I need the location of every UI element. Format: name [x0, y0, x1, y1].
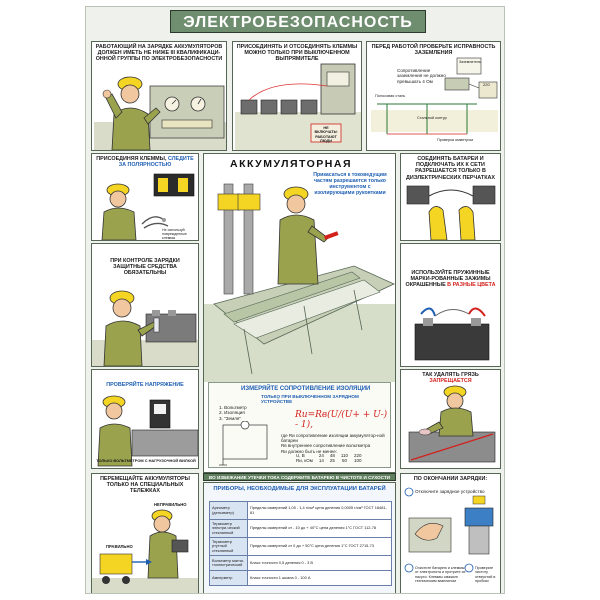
step-3: Проверьте чистоту отверстий в пробках — [475, 566, 496, 583]
panel-caption: ПО ОКОНЧАНИИ ЗАРЯДКИ: — [413, 476, 488, 482]
panel-caption: ПРОВЕРЯЙТЕ НАПРЯЖЕНИЕ — [106, 382, 184, 388]
table-row — [210, 556, 392, 571]
worker-checking-charge-illustration — [92, 244, 199, 367]
instruments-table — [209, 501, 392, 586]
panel-caption: ПЕРЕМЕЩАЙТЕ АККУМУЛЯТОРЫ ТОЛЬКО НА СПЕЦИАЛЬНЫХ ТЕЛЕЖКАХ — [100, 476, 190, 495]
instruments-title: ПРИБОРЫ, НЕОБХОДИМЫЕ ДЛЯ ЭКСПЛУАТАЦИИ БАТАРЕЙ — [213, 486, 386, 492]
panel-protective-equipment — [91, 243, 199, 367]
insulation-subtitle: ТОЛЬКО ПРИ ВЫКЛЮЧЕННОМ ЗАРЯДНОМ УСТРОЙСТВЕ — [261, 394, 359, 404]
warning-sign: НЕ ВКЛЮЧАТЬ! РАБОТАЮТ ЛЮДИ — [314, 126, 338, 144]
battery-room-center — [203, 153, 396, 473]
instrument-name: Термометр ртутный стеклянный — [210, 538, 248, 556]
table-cell: 24 — [318, 453, 324, 458]
insulation-measurement-box — [208, 382, 391, 468]
voltage-value: 220 — [483, 82, 490, 87]
note-ohmmeter: Проверка омметром — [437, 138, 473, 142]
insulation-description — [281, 433, 389, 454]
instrument-spec: Класс точности 1 шкала 0 - 100 А — [248, 571, 392, 586]
table-row — [210, 502, 392, 520]
center-title: АККУМУЛЯТОРНАЯ — [230, 158, 353, 170]
note-strip-steel: Полосовая сталь — [375, 94, 406, 98]
caption-highlight: ЗАПРЕЩАЕТСЯ — [429, 378, 472, 385]
worker-wiping-battery-illustration — [401, 370, 501, 469]
worker-at-control-panel-illustration — [92, 42, 227, 151]
panel-grounding — [366, 41, 501, 151]
panel-caption: СОЕДИНЯТЬ БАТАРЕИ И ПОДКЛЮЧАТЬ ИХ К СЕТИ РАЗРЕШАЕТСЯ ТОЛЬКО В ДИЭЛЕКТРИЧЕСКИХ ПЕРЧАТКАХ — [406, 156, 495, 181]
instrument-spec: Пределы измерений от 0 до + 50°С цена деления 1°С ГОСТ 2715-73 — [248, 538, 392, 556]
desc-line: Rи должно быть не менее: — [281, 448, 337, 454]
poster — [85, 6, 505, 594]
note-resistance: Сопротивление заземления не должно превышать 4 Ом — [397, 68, 446, 84]
table-cell: 100 — [354, 458, 362, 463]
cleanliness-banner: ВО ИЗБЕЖАНИЕ УТЕЧКИ ТОКА СОДЕРЖИТЕ БАТАРЕЮ В ЧИСТОТЕ И СУХОСТИ — [203, 473, 396, 481]
legend-item: 2. Изоляция — [219, 410, 245, 416]
panel-after-charging — [400, 473, 501, 594]
panel-caption: РАБОТАЮЩИЙ НА ЗАРЯДКЕ АККУМУЛЯТОРОВ ДОЛЖЕН ИМЕТЬ НЕ НИЖЕ III КВАЛИФИКАЦИ-ОННОЙ ГРУППЫ ПО ЭЛЕКТРОБЕЗОПАСНОСТИ — [95, 44, 223, 63]
table-cell: 50 — [341, 458, 347, 463]
desc-line: где Rи сопротивление изоляции аккумулятор-ной батареи — [281, 433, 385, 444]
note-steel-loop: Стальной контур — [417, 116, 447, 120]
step-1: Отключите зарядное устройство — [415, 489, 485, 494]
instruments-panel — [203, 482, 396, 594]
panel-caption: ПРИСОЕДИНЯТЬ И ОТСОЕДИНЯТЬ КЛЕММЫ МОЖНО ТОЛЬКО ПРИ ВЫКЛЮЧЕННОМ ВЫПРЯМИТЕЛЕ — [236, 44, 358, 63]
table-cell: 25 — [329, 458, 335, 463]
instrument-spec: Пределы измерений 1,05 - 1,4 г/см³ цена деления 0,0005 г/см³ ГОСТ 18481-81 — [248, 502, 392, 520]
table-cell: 48 — [329, 453, 335, 458]
table-row — [210, 520, 392, 538]
panel-rectifier-off — [232, 41, 362, 151]
colored-clamps-illustration — [401, 244, 501, 367]
panel-polarity — [91, 153, 199, 241]
desc-line: Rв внутреннее сопротивление вольтметра — [281, 443, 371, 449]
battery-cart-illustration — [92, 474, 199, 594]
caption-part: ПРИСОЕДИНЯЯ КЛЕММЫ, — [96, 156, 167, 162]
instrument-name: Термометр электри-ческий стеклянный — [210, 520, 248, 538]
panel-caption: ПЕРЕД РАБОТОЙ ПРОВЕРЬТЕ ИСПРАВНОСТЬ ЗАЗЕМЛЕНИЯ — [371, 44, 496, 57]
table-cell: Rи, кОм — [296, 458, 313, 463]
panel-dielectric-gloves — [400, 153, 501, 241]
table-cell: U, В — [296, 453, 305, 458]
legend-item: 3. "Земля" — [219, 415, 242, 421]
caption-part: ТАК УДАЛЯТЬ ГРЯЗЬ — [422, 372, 479, 378]
caption-part: ИСПОЛЬЗУЙТЕ ПРУЖИННЫЕ МАРКИ-РОВАННЫЕ ЗАЖИМЫ ОКРАШЕННЫЕ — [405, 270, 491, 289]
insulation-table — [293, 453, 365, 463]
panel-dirt-removal — [400, 369, 501, 469]
instrument-spec: Класс точности 0,5 деления 0 - 3 В — [248, 556, 392, 571]
step-2: Очистите батарею и клеммы от электролита и протрите их насухо. Клеммы смажьте техническим вазелином — [415, 566, 466, 583]
insulation-title: ИЗМЕРЯЙТЕ СОПРОТИВЛЕНИЕ ИЗОЛЯЦИИ — [241, 386, 371, 392]
table-row — [293, 458, 365, 463]
note-voltmeter-only: ТОЛЬКО ВОЛЬТМЕТРОМ С НАГРУЗОЧНОЙ ВИЛКОЙ — [96, 458, 196, 463]
note-grounder: Заземлитель — [459, 60, 481, 64]
rectifier-and-batteries-illustration — [233, 42, 362, 151]
battery-room-illustration — [204, 154, 396, 382]
poster-title: ЭЛЕКТРОБЕЗОПАСНОСТЬ — [170, 10, 426, 33]
caption-highlight: В РАЗНЫЕ ЦВЕТА — [447, 282, 496, 289]
note-damaged-terminals: Не используй поврежденные клеммы — [162, 228, 187, 241]
panel-voltage-check — [91, 369, 199, 469]
legend-item: 1. Вольтметр — [219, 405, 247, 410]
table-row — [210, 571, 392, 586]
table-cell: 14 — [318, 458, 324, 463]
label-wrong: НЕПРАВИЛЬНО — [154, 502, 187, 507]
instrument-name: Ареометр (денсиметр) — [210, 502, 248, 520]
insulation-legend — [219, 405, 247, 421]
label-right: ПРАВИЛЬНО — [106, 544, 133, 549]
worker-with-voltmeter-illustration — [92, 370, 199, 469]
panel-battery-carts — [91, 473, 199, 594]
panel-caption: ПРИ КОНТРОЛЕ ЗАРЯДКИ ЗАЩИТНЫЕ СРЕДСТВА ОБЯЗАТЕЛЬНЫ — [110, 258, 180, 277]
table-cell: 220 — [354, 453, 362, 458]
table-row — [210, 538, 392, 556]
instrument-name: Вольтметр магни-тоэлектрический — [210, 556, 248, 571]
instrument-name: Амперметр — [210, 571, 248, 586]
gloved-hands-illustration — [401, 154, 501, 241]
insulation-circuit-diagram — [215, 421, 285, 473]
instrument-spec: Пределы измерений от - 10 до + 40°С цена деления 1°С ГОСТ 112-78 — [248, 520, 392, 538]
panel-colored-clamps — [400, 243, 501, 367]
insulation-formula: Rи=Rв(U/(U+ + U-) - 1), — [295, 410, 388, 430]
caption-highlight: СЛЕДИТЕ ЗА ПОЛЯРНОСТЬЮ — [118, 156, 194, 169]
insulated-tools-note: Прикасаться к токоведущим частям разрешается только инструментом с изолирующими рукоятками — [313, 172, 387, 197]
panel-qualification — [91, 41, 227, 151]
table-cell: 110 — [340, 453, 349, 458]
